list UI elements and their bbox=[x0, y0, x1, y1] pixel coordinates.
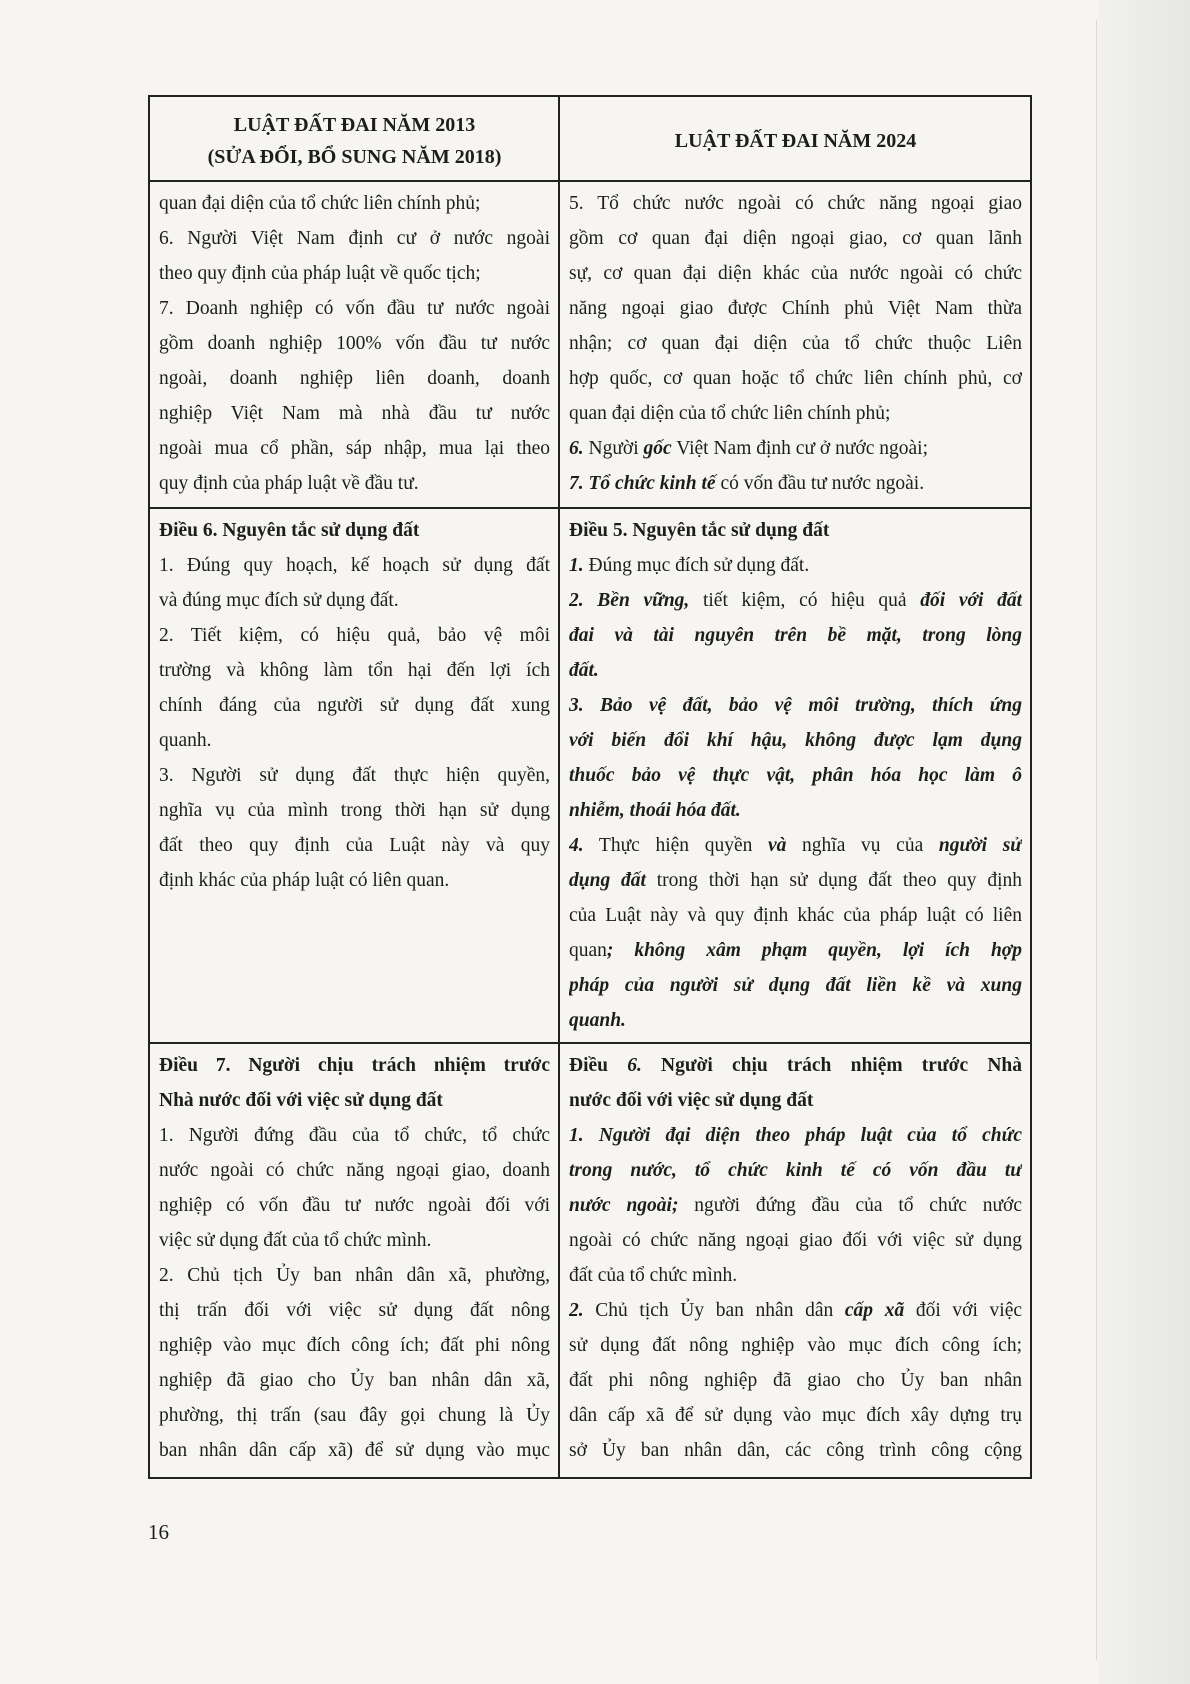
text-line bbox=[159, 326, 550, 361]
text-line bbox=[569, 758, 1022, 793]
text-segment: sở Ủy ban nhân dân, các công trình công cộng bbox=[569, 1440, 1022, 1461]
header-right bbox=[560, 97, 1030, 180]
text-line bbox=[159, 548, 550, 583]
text-segment: nước ngoài có chức năng ngoại giao, doanh bbox=[159, 1160, 550, 1181]
text-segment: phường, thị trấn (sau đây gọi chung là Ủy bbox=[159, 1405, 550, 1426]
text-line bbox=[569, 1433, 1022, 1468]
text-segment: gồm doanh nghiệp 100% vốn đầu tư nước bbox=[159, 333, 550, 354]
text-line bbox=[569, 1083, 1022, 1118]
text-line bbox=[159, 653, 550, 688]
text-segment: Người chịu trách nhiệm trước Nhà bbox=[641, 1055, 1022, 1076]
text-line bbox=[159, 1328, 550, 1363]
text-line bbox=[569, 618, 1022, 653]
text-segment: tiết kiệm, có hiệu quả bbox=[689, 590, 921, 611]
text-segment: quy định của pháp luật về đầu tư. bbox=[159, 473, 419, 494]
text-line bbox=[159, 1223, 550, 1258]
text-line bbox=[569, 326, 1022, 361]
text-segment: định khác của pháp luật có liên quan. bbox=[159, 870, 450, 891]
text-segment: nghiệp có vốn đầu tư nước ngoài đối với bbox=[159, 1195, 550, 1216]
text-line bbox=[569, 396, 1022, 431]
text-line bbox=[569, 513, 1022, 548]
text-segment: Điều bbox=[569, 1055, 628, 1076]
text-line bbox=[569, 793, 1022, 828]
text-line bbox=[569, 1188, 1022, 1223]
text-segment: nghiệp đã giao cho Ủy ban nhân dân xã, bbox=[159, 1370, 550, 1391]
text-line bbox=[569, 186, 1022, 221]
header-left-title: LUẬT ĐẤT ĐAI NĂM 2013 bbox=[233, 113, 476, 136]
text-segment: Điều 5. Nguyên tắc sử dụng đất bbox=[569, 520, 830, 541]
text-line bbox=[159, 256, 550, 291]
text-line bbox=[569, 431, 1022, 466]
text-line bbox=[569, 1048, 1022, 1083]
text-segment: quanh. bbox=[569, 1010, 626, 1031]
text-line bbox=[159, 1258, 550, 1293]
text-segment: ban nhân dân cấp xã) để sử dụng vào mục bbox=[159, 1440, 550, 1461]
text-line bbox=[569, 653, 1022, 688]
text-segment: dụng đất bbox=[569, 870, 646, 891]
text-segment: trong thời hạn sử dụng đất theo quy định bbox=[645, 870, 1022, 891]
text-line bbox=[569, 1223, 1022, 1258]
text-segment: đất. bbox=[569, 660, 599, 681]
text-line bbox=[159, 583, 550, 618]
text-segment: nhận; cơ quan đại diện của tổ chức thuộc Liên bbox=[569, 333, 1022, 354]
text-line bbox=[569, 1003, 1022, 1038]
text-line bbox=[569, 256, 1022, 291]
text-line bbox=[569, 466, 1022, 501]
cell-2013 bbox=[150, 1044, 560, 1477]
text-segment: thuốc bảo vệ thực vật, phân hóa học làm ô bbox=[569, 765, 1022, 786]
text-segment: gốc bbox=[643, 438, 672, 459]
text-line bbox=[569, 1363, 1022, 1398]
text-segment: 3. Người sử dụng đất thực hiện quyền, bbox=[159, 765, 550, 786]
text-line bbox=[159, 1363, 550, 1398]
cell-2013 bbox=[150, 509, 560, 1042]
text-segment: đất phi nông nghiệp đã giao cho Ủy ban nhân bbox=[569, 1370, 1022, 1391]
text-line bbox=[159, 618, 550, 653]
text-segment: với biến đổi khí hậu, không được lạm dụng bbox=[569, 730, 1022, 751]
text-line bbox=[159, 793, 550, 828]
comparison-table bbox=[148, 95, 1032, 1479]
text-segment: 4. bbox=[569, 835, 584, 856]
text-segment: Thực hiện quyền bbox=[583, 835, 768, 856]
text-line bbox=[159, 396, 550, 431]
text-segment: sự, cơ quan đại diện khác của nước ngoài có chức bbox=[569, 263, 1022, 284]
text-line bbox=[159, 1293, 550, 1328]
text-segment: Chủ tịch Ủy ban nhân dân bbox=[583, 1300, 845, 1321]
text-line bbox=[159, 688, 550, 723]
text-line bbox=[569, 1398, 1022, 1433]
text-line bbox=[159, 221, 550, 256]
text-line bbox=[569, 1118, 1022, 1153]
text-segment: gồm cơ quan đại diện ngoại giao, cơ quan lãnh bbox=[569, 228, 1022, 249]
text-line bbox=[569, 1293, 1022, 1328]
text-line bbox=[159, 513, 550, 548]
text-line bbox=[569, 583, 1022, 618]
text-line bbox=[159, 431, 550, 466]
text-line bbox=[159, 1083, 550, 1118]
text-segment: Điều 6. Nguyên tắc sử dụng đất bbox=[159, 520, 420, 541]
text-segment: đai và tài nguyên trên bề mặt, trong lòng bbox=[569, 625, 1022, 646]
text-line bbox=[159, 1048, 550, 1083]
text-segment: ngoài mua cổ phần, sáp nhập, mua lại theo bbox=[159, 438, 550, 459]
text-line bbox=[569, 1153, 1022, 1188]
text-line bbox=[569, 548, 1022, 583]
text-line bbox=[159, 723, 550, 758]
text-line bbox=[159, 1398, 550, 1433]
text-line bbox=[159, 186, 550, 221]
text-segment: hợp quốc, cơ quan hoặc tổ chức liên chính phủ, cơ bbox=[569, 368, 1022, 389]
text-segment: dân cấp xã để sử dụng vào mục đích xây dựng trụ bbox=[569, 1405, 1022, 1426]
table-header-row bbox=[150, 97, 1030, 180]
text-segment: pháp của người sử dụng đất liền kề và xung bbox=[569, 975, 1022, 996]
text-segment: nghiệp vào mục đích công ích; đất phi nông bbox=[159, 1335, 550, 1356]
text-line bbox=[569, 361, 1022, 396]
text-segment: 2. Tiết kiệm, có hiệu quả, bảo vệ môi bbox=[159, 625, 550, 646]
text-line bbox=[159, 828, 550, 863]
text-segment: nước ngoài; bbox=[569, 1195, 679, 1216]
text-line bbox=[569, 898, 1022, 933]
text-segment: Người bbox=[583, 438, 644, 459]
header-right-title: LUẬT ĐẤT ĐAI NĂM 2024 bbox=[674, 129, 917, 152]
text-segment: việc sử dụng đất của tổ chức mình. bbox=[159, 1230, 432, 1251]
cell-2024 bbox=[560, 509, 1030, 1042]
text-segment: ngoài, doanh nghiệp liên doanh, doanh bbox=[159, 368, 550, 389]
text-segment: theo quy định của pháp luật về quốc tịch; bbox=[159, 263, 481, 284]
text-segment: 1. Người đứng đầu của tổ chức, tổ chức bbox=[159, 1125, 550, 1146]
text-segment: nước đối với việc sử dụng đất bbox=[569, 1090, 814, 1111]
text-segment: 2. Bền vững, bbox=[569, 590, 690, 611]
text-segment: 2. bbox=[569, 1300, 584, 1321]
text-segment: trường và không làm tổn hại đến lợi ích bbox=[159, 660, 550, 681]
table-row bbox=[150, 507, 1030, 1042]
text-line bbox=[569, 291, 1022, 326]
text-segment: ; không xâm phạm quyền, lợi ích hợp bbox=[606, 940, 1022, 961]
text-line bbox=[159, 1433, 550, 1468]
text-segment: 5. Tổ chức nước ngoài có chức năng ngoại giao bbox=[569, 193, 1022, 214]
text-line bbox=[569, 688, 1022, 723]
text-line bbox=[569, 723, 1022, 758]
header-left bbox=[150, 97, 560, 180]
text-line bbox=[159, 466, 550, 501]
text-segment: nghĩa vụ của bbox=[786, 835, 939, 856]
text-segment: nhiễm, thoái hóa đất. bbox=[569, 800, 741, 821]
text-line bbox=[159, 1153, 550, 1188]
text-segment: quan đại diện của tổ chức liên chính phủ; bbox=[159, 193, 481, 214]
text-segment: Nhà nước đối với việc sử dụng đất bbox=[159, 1090, 443, 1111]
text-segment: cấp xã bbox=[844, 1300, 905, 1321]
cell-2013 bbox=[150, 182, 560, 507]
text-segment: chính đáng của người sử dụng đất xung bbox=[159, 695, 550, 716]
text-segment: Điều 7. Người chịu trách nhiệm trước bbox=[159, 1055, 550, 1076]
text-line bbox=[159, 361, 550, 396]
scan-edge bbox=[1098, 0, 1190, 1684]
text-segment: nghĩa vụ của mình trong thời hạn sử dụng bbox=[159, 800, 550, 821]
text-line bbox=[159, 863, 550, 898]
text-segment: và bbox=[768, 835, 787, 856]
text-segment: có vốn đầu tư nước ngoài. bbox=[715, 473, 925, 494]
text-segment: người sử bbox=[938, 835, 1022, 856]
text-segment: và đúng mục đích sử dụng đất. bbox=[159, 590, 399, 611]
text-line bbox=[569, 933, 1022, 968]
text-line bbox=[159, 1188, 550, 1223]
text-segment: đối với việc bbox=[904, 1300, 1022, 1321]
table-row bbox=[150, 1042, 1030, 1477]
text-line bbox=[159, 758, 550, 793]
text-line bbox=[569, 968, 1022, 1003]
text-segment: trong nước, tổ chức kinh tế có vốn đầu tư bbox=[569, 1160, 1022, 1181]
text-segment: 6. bbox=[627, 1055, 642, 1076]
text-segment: quan bbox=[569, 940, 607, 961]
text-line bbox=[569, 828, 1022, 863]
text-segment: 1. Người đại diện theo pháp luật của tổ chức bbox=[569, 1125, 1022, 1146]
text-segment: 7. Tổ chức kinh tế bbox=[569, 473, 716, 494]
text-line bbox=[569, 221, 1022, 256]
text-line bbox=[569, 1328, 1022, 1363]
table-row bbox=[150, 180, 1030, 507]
text-line bbox=[159, 291, 550, 326]
cell-2024 bbox=[560, 1044, 1030, 1477]
text-segment: sử dụng đất nông nghiệp vào mục đích công ích; bbox=[569, 1335, 1022, 1356]
text-line bbox=[569, 1258, 1022, 1293]
text-segment: 2. Chủ tịch Ủy ban nhân dân xã, phường, bbox=[159, 1265, 550, 1286]
page-number: 16 bbox=[148, 1520, 169, 1544]
text-segment: năng ngoại giao được Chính phủ Việt Nam thừa bbox=[569, 298, 1022, 319]
cell-2024 bbox=[560, 182, 1030, 507]
text-segment: Đúng mục đích sử dụng đất. bbox=[583, 555, 810, 576]
text-segment: Việt Nam định cư ở nước ngoài; bbox=[671, 438, 928, 459]
text-segment: ngoài có chức năng ngoại giao đối với việc sử dụng bbox=[569, 1230, 1022, 1251]
text-line bbox=[569, 863, 1022, 898]
text-segment: đất của tổ chức mình. bbox=[569, 1265, 738, 1286]
text-segment: thị trấn đối với việc sử dụng đất nông bbox=[159, 1300, 550, 1321]
text-segment: 1. Đúng quy hoạch, kế hoạch sử dụng đất bbox=[159, 555, 550, 576]
text-segment: quan đại diện của tổ chức liên chính phủ; bbox=[569, 403, 891, 424]
text-segment: 7. Doanh nghiệp có vốn đầu tư nước ngoài bbox=[159, 298, 550, 319]
text-segment: quanh. bbox=[159, 730, 212, 751]
text-segment: 3. Bảo vệ đất, bảo vệ môi trường, thích ứng bbox=[569, 695, 1022, 716]
text-segment: 6. bbox=[569, 438, 584, 459]
text-segment: 6. Người Việt Nam định cư ở nước ngoài bbox=[159, 228, 550, 249]
text-segment: đối với đất bbox=[920, 590, 1022, 611]
scan-edge-line bbox=[1096, 20, 1097, 1660]
text-segment: 1. bbox=[569, 555, 584, 576]
text-line bbox=[159, 1118, 550, 1153]
text-segment: đất theo quy định của Luật này và quy bbox=[159, 835, 550, 856]
header-left-subtitle: (SỬA ĐỔI, BỔ SUNG NĂM 2018) bbox=[207, 145, 502, 168]
text-segment: người đứng đầu của tổ chức nước bbox=[678, 1195, 1022, 1216]
text-segment: nghiệp Việt Nam mà nhà đầu tư nước bbox=[159, 403, 550, 424]
text-segment: của Luật này và quy định khác của pháp luật có liên bbox=[569, 905, 1022, 926]
